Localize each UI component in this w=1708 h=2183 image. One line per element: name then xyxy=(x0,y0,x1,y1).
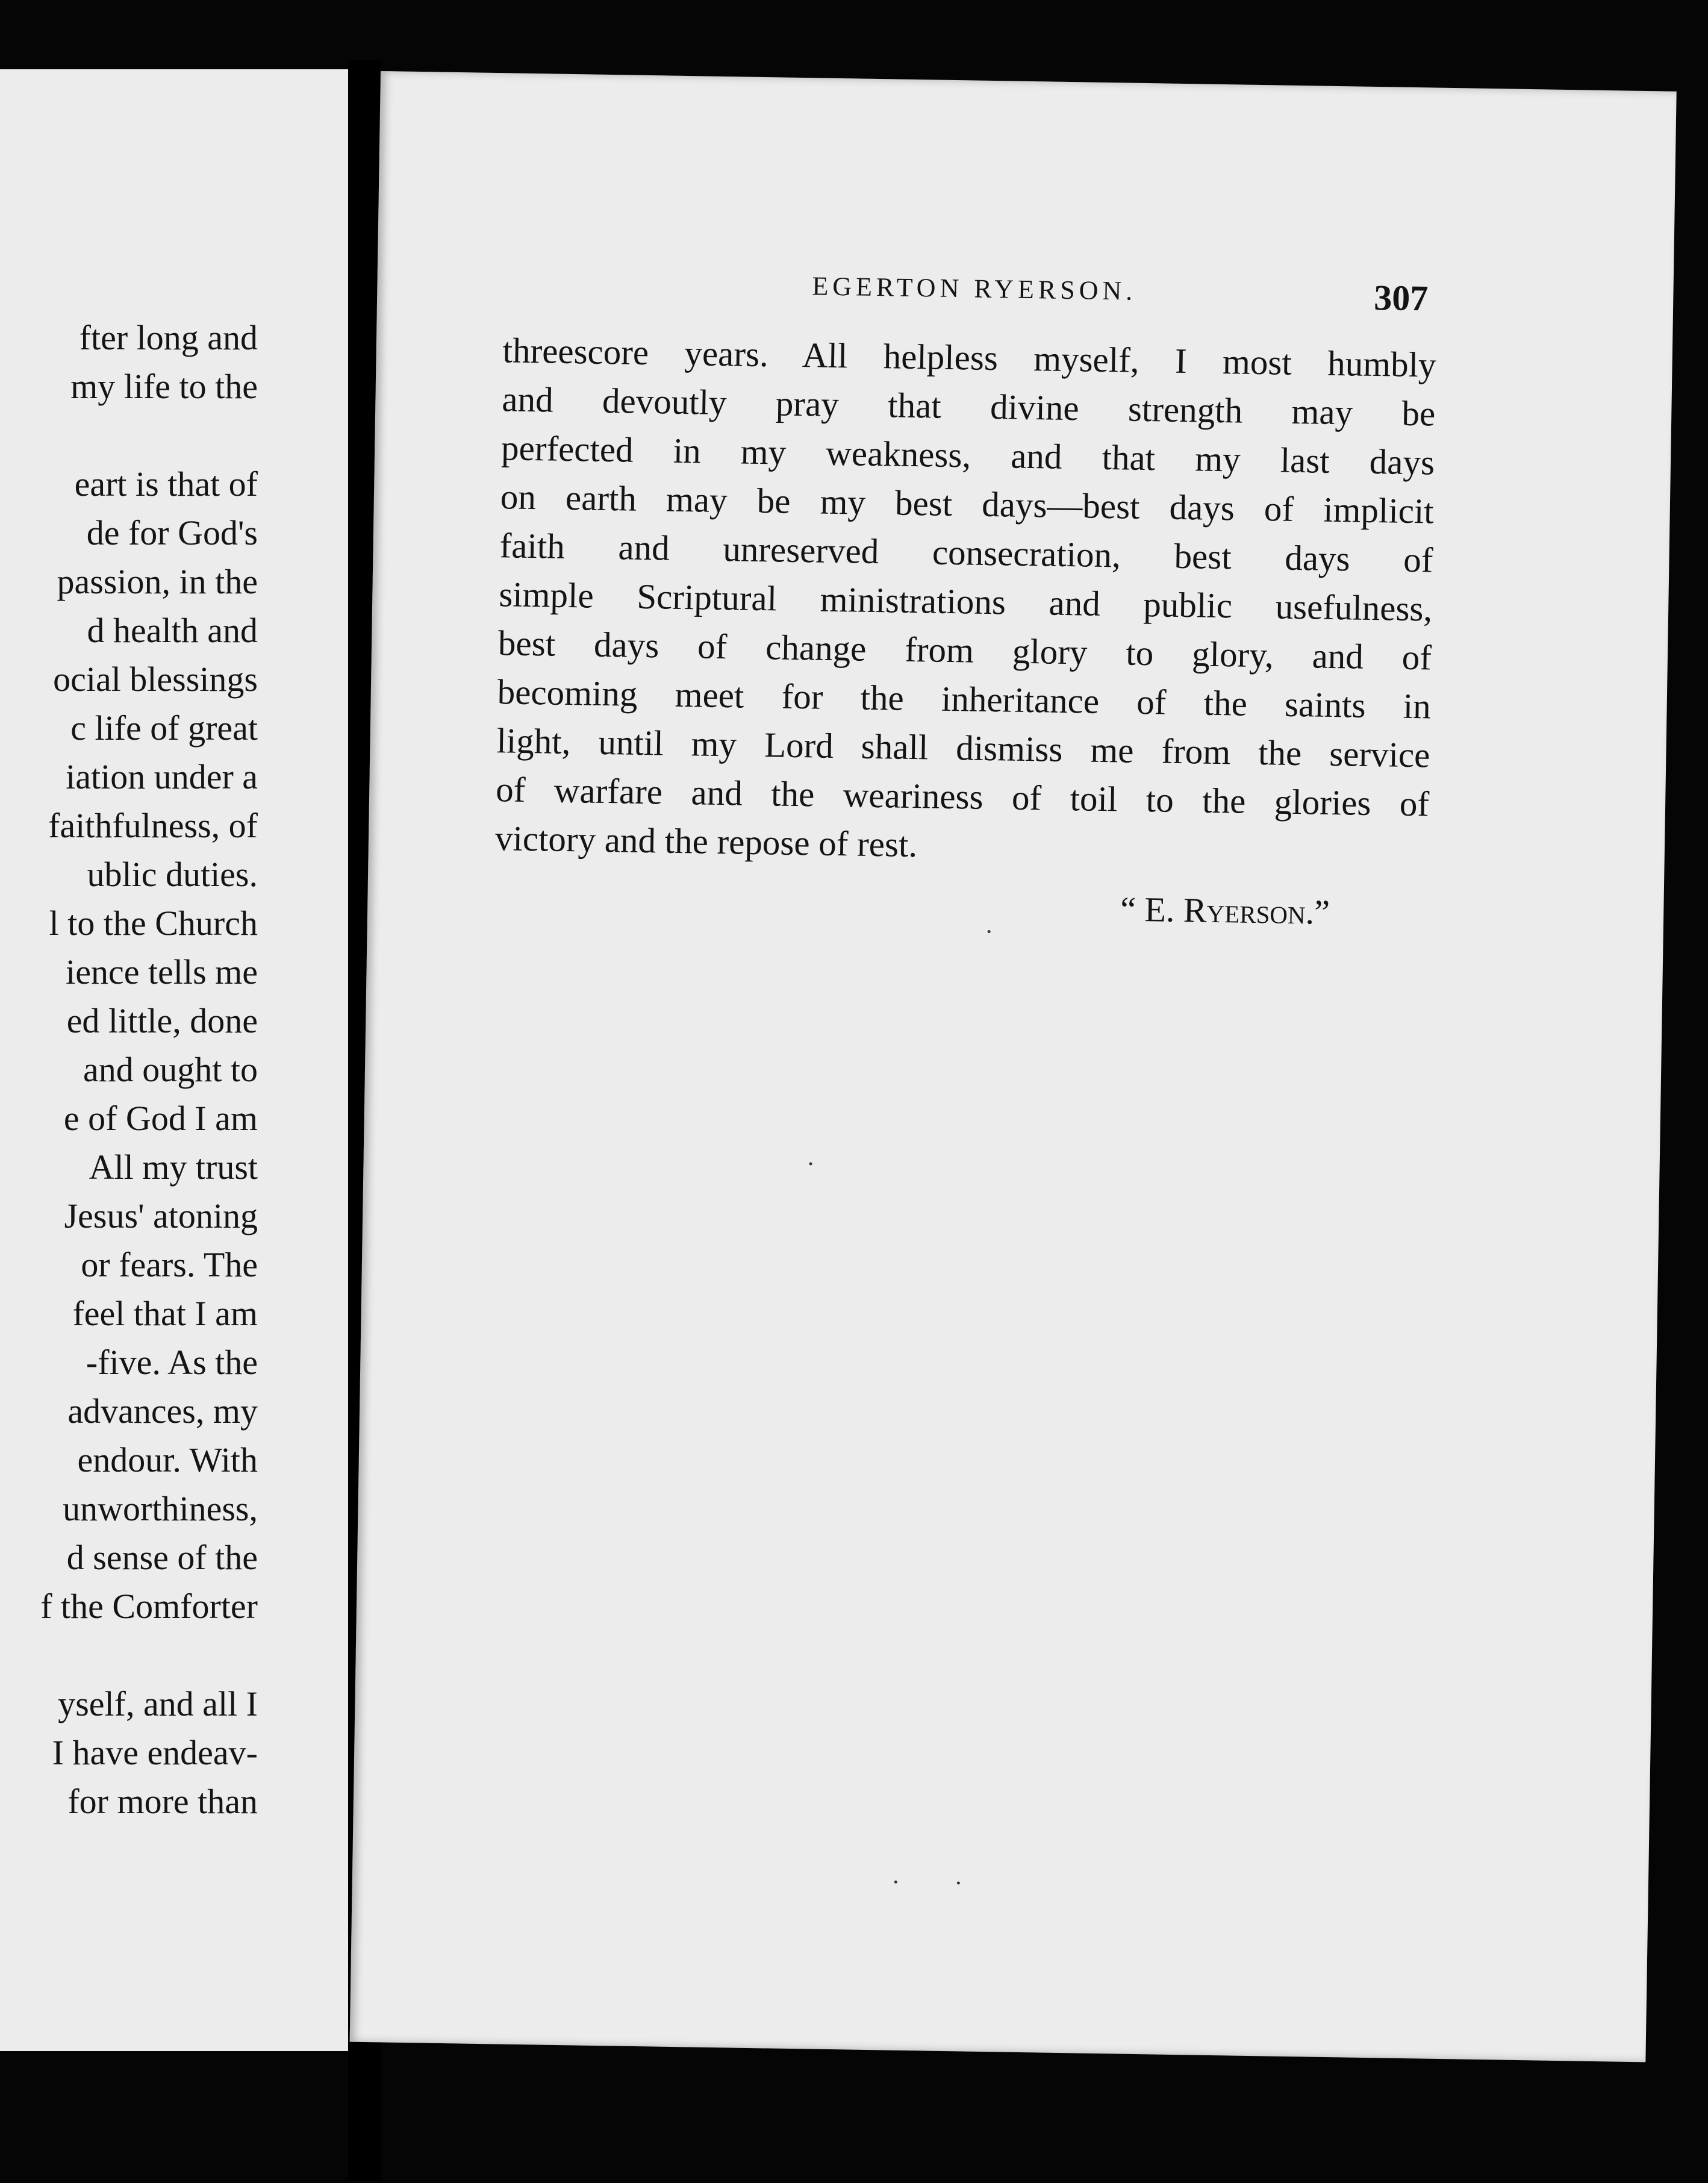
left-page-line: d sense of the xyxy=(66,1538,258,1577)
left-page-line: advances, my xyxy=(67,1391,258,1431)
body-line: faith and unreserved consecration, best days of xyxy=(499,525,1433,580)
page-number: 307 xyxy=(1373,277,1429,319)
left-page-line: passion, in the xyxy=(57,562,258,601)
body-line: victory and the repose of rest. xyxy=(494,818,918,865)
left-page-line: l to the Church xyxy=(49,904,258,943)
body-line: and devoutly pray that divine strength may be xyxy=(501,379,1436,434)
body-line: threescore years. All helpless myself, I most humbly xyxy=(502,330,1437,385)
page-speck xyxy=(809,1162,812,1165)
left-page-line: for more than xyxy=(67,1782,258,1821)
body-line: of warfare and the weariness of toil to the glories of xyxy=(495,769,1430,824)
left-page-line: ed little, done xyxy=(66,1001,258,1040)
left-page-line: ocial blessings xyxy=(53,660,258,699)
left-page-line: Jesus' atoning xyxy=(64,1196,258,1235)
left-page-line: f the Comforter xyxy=(40,1587,258,1626)
left-page-line: fter long and xyxy=(79,318,258,357)
right-page xyxy=(350,71,1677,2062)
left-page-line: or fears. The xyxy=(81,1245,258,1284)
left-page-line: endour. With xyxy=(77,1440,258,1479)
left-page-line: ublic duties. xyxy=(87,855,258,894)
left-page-line: I have endeav- xyxy=(52,1733,258,1772)
left-page-line: unworthiness, xyxy=(63,1489,258,1528)
left-page-line: yself, and all I xyxy=(58,1684,258,1723)
body-line: simple Scriptural ministrations and public usefulness, xyxy=(498,574,1433,629)
left-page xyxy=(0,69,348,2051)
signature: “ E. Ryerson.” xyxy=(1120,889,1330,932)
page-speck xyxy=(894,1881,897,1884)
body-paragraph xyxy=(494,326,1436,877)
running-head: EGERTON RYERSON. xyxy=(812,271,1137,306)
left-page-line: feel that I am xyxy=(72,1294,258,1333)
left-page-line: faithfulness, of xyxy=(48,806,258,845)
left-page-line: d health and xyxy=(87,611,258,650)
left-page-line: de for God's xyxy=(86,513,258,552)
left-page-line: e of God I am xyxy=(63,1099,258,1138)
body-line: light, until my Lord shall dismiss me from the service xyxy=(496,720,1430,775)
body-line: becoming meet for the inheritance of the saints in xyxy=(497,672,1432,726)
left-page-line: eart is that of xyxy=(74,464,258,504)
left-page-line: All my trust xyxy=(89,1148,258,1187)
left-page-line: c life of great xyxy=(70,708,258,748)
left-page-line: ience tells me xyxy=(66,952,258,992)
body-line: on earth may be my best days—best days of implicit xyxy=(500,476,1435,531)
page-speck xyxy=(957,1881,960,1884)
left-page-line: iation under a xyxy=(66,757,258,796)
left-page-line: and ought to xyxy=(83,1050,258,1089)
body-line: perfected in my weakness, and that my last days xyxy=(500,428,1435,483)
body-line: best days of change from glory to glory, and of xyxy=(497,623,1432,678)
left-page-line: my life to the xyxy=(70,367,258,406)
page-speck xyxy=(988,930,991,933)
left-page-line: -five. As the xyxy=(86,1343,258,1382)
